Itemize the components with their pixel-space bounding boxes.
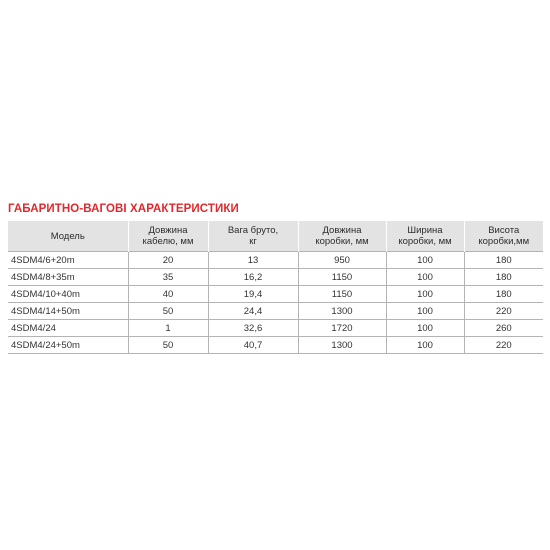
cell-gross-weight: 16,2 [208, 269, 298, 286]
header-box-length: Довжина коробки, мм [298, 221, 386, 252]
table-row [8, 269, 543, 286]
table-row [8, 252, 543, 269]
section-title: ГАБАРИТНО-ВАГОВІ ХАРАКТЕРИСТИКИ [8, 203, 239, 215]
cell-model: 4SDM4/24 [8, 320, 128, 337]
cell-box-width: 100 [386, 269, 464, 286]
cell-cable-length: 1 [128, 320, 208, 337]
cell-model: 4SDM4/24+50m [8, 337, 128, 354]
table-row [8, 286, 543, 303]
cell-box-width: 100 [386, 286, 464, 303]
cell-gross-weight: 13 [208, 252, 298, 269]
cell-box-length: 1300 [298, 337, 386, 354]
cell-cable-length: 40 [128, 286, 208, 303]
cell-box-height: 260 [464, 320, 543, 337]
cell-box-length: 1720 [298, 320, 386, 337]
cell-gross-weight: 24,4 [208, 303, 298, 320]
header-model: Модель [8, 221, 128, 252]
table-row [8, 337, 543, 354]
cell-gross-weight: 32,6 [208, 320, 298, 337]
cell-box-width: 100 [386, 320, 464, 337]
cell-model: 4SDM4/10+40m [8, 286, 128, 303]
cell-box-width: 100 [386, 337, 464, 354]
cell-cable-length: 35 [128, 269, 208, 286]
cell-model: 4SDM4/6+20m [8, 252, 128, 269]
cell-model: 4SDM4/14+50m [8, 303, 128, 320]
cell-cable-length: 20 [128, 252, 208, 269]
cell-box-height: 180 [464, 286, 543, 303]
cell-cable-length: 50 [128, 337, 208, 354]
table-row [8, 303, 543, 320]
cell-box-length: 1150 [298, 269, 386, 286]
cell-gross-weight: 19,4 [208, 286, 298, 303]
header-gross-weight: Вага бруто, кг [208, 221, 298, 252]
table-row [8, 320, 543, 337]
cell-box-width: 100 [386, 303, 464, 320]
cell-box-length: 950 [298, 252, 386, 269]
cell-gross-weight: 40,7 [208, 337, 298, 354]
cell-box-height: 220 [464, 303, 543, 320]
cell-model: 4SDM4/8+35m [8, 269, 128, 286]
table-header-row [8, 221, 543, 252]
cell-cable-length: 50 [128, 303, 208, 320]
header-box-width: Ширина коробки, мм [386, 221, 464, 252]
cell-box-height: 180 [464, 269, 543, 286]
cell-box-length: 1300 [298, 303, 386, 320]
cell-box-height: 220 [464, 337, 543, 354]
cell-box-height: 180 [464, 252, 543, 269]
cell-box-width: 100 [386, 252, 464, 269]
specifications-table [8, 221, 543, 354]
header-cable-length: Довжина кабелю, мм [128, 221, 208, 252]
header-box-height: Висота коробки,мм [464, 221, 543, 252]
cell-box-length: 1150 [298, 286, 386, 303]
